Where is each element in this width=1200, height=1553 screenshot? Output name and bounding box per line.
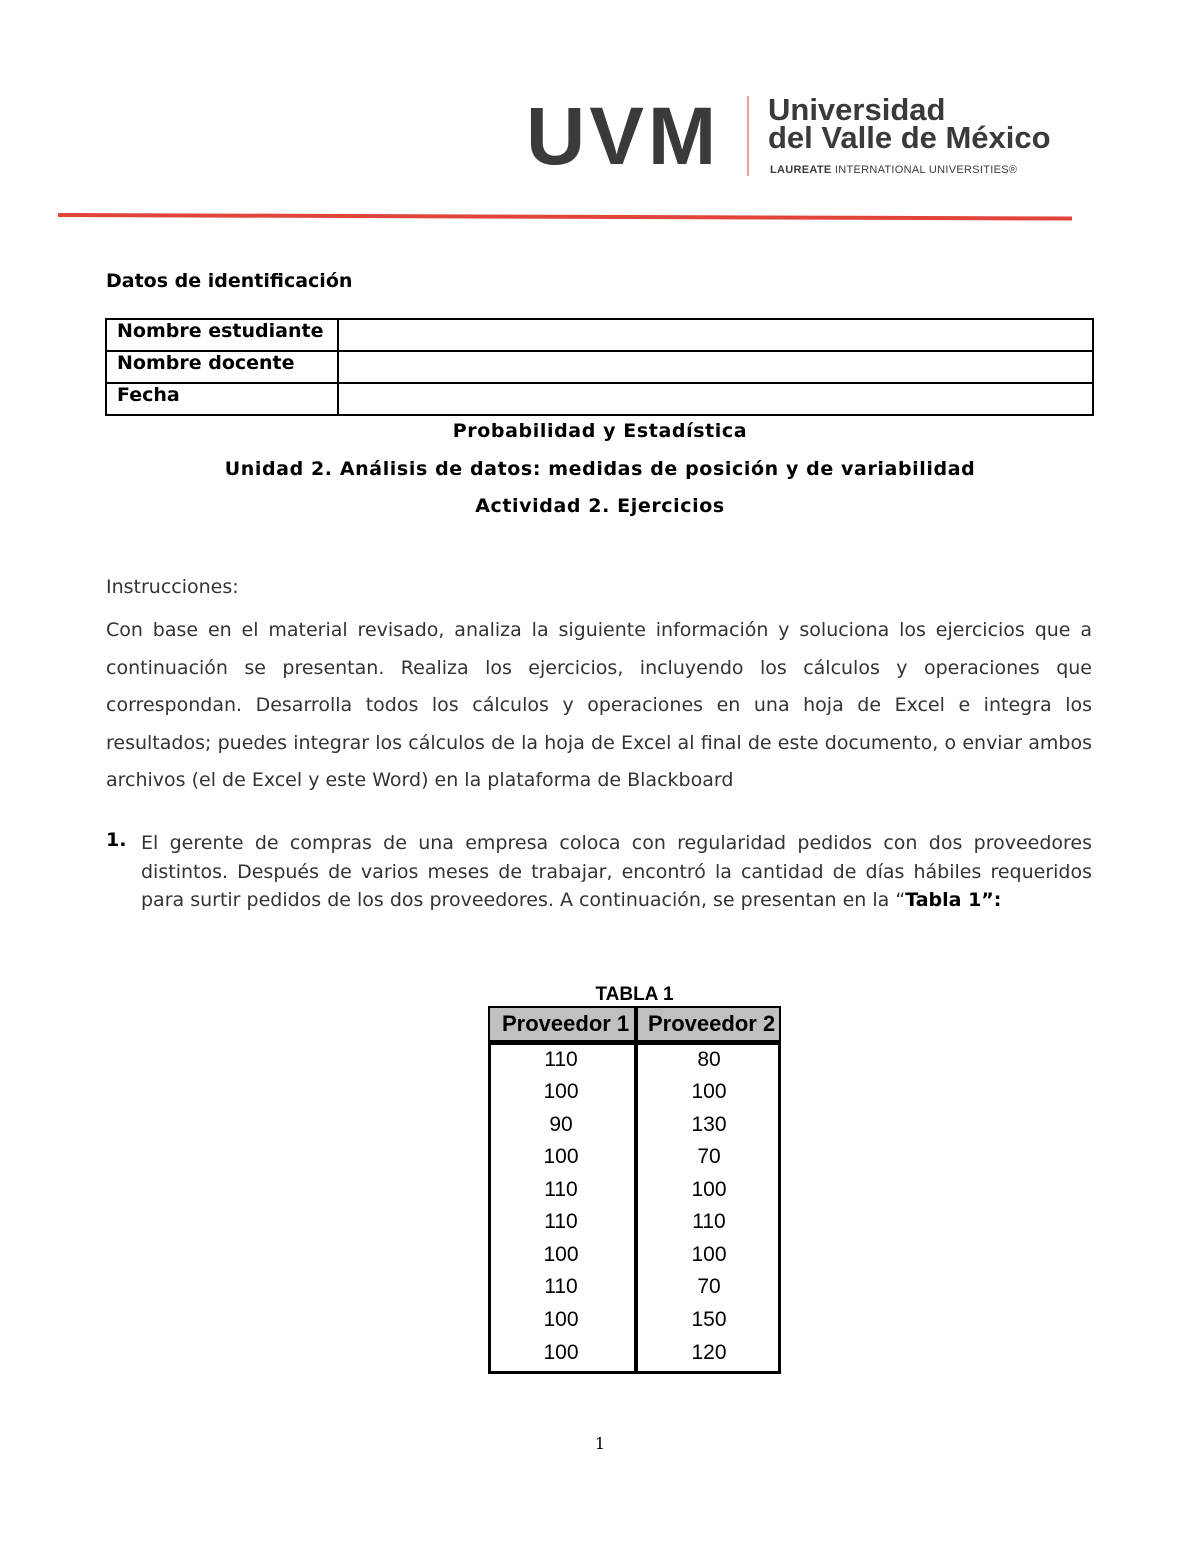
- table-row: [106, 383, 1093, 415]
- identification-table: [105, 318, 1094, 416]
- unit-title: Unidad 2. Análisis de datos: medidas de posición y de variabilidad: [224, 458, 976, 480]
- university-name-line1: Universidad: [768, 92, 946, 127]
- table-cell: 110: [544, 1210, 578, 1233]
- table-row: [106, 319, 1093, 351]
- university-logo: [520, 88, 1051, 188]
- header-proveedor-2: Proveedor 2: [648, 1011, 776, 1036]
- header-proveedor-1: Proveedor 1: [502, 1011, 630, 1036]
- table1: [488, 1006, 781, 1368]
- table-cell: 100: [691, 1243, 727, 1266]
- date-label: Fecha: [106, 383, 338, 415]
- instructions-label: Instrucciones:: [106, 576, 239, 598]
- teacher-name-field[interactable]: [338, 351, 1093, 383]
- table-cell: 130: [691, 1113, 727, 1136]
- table-reference: Tabla 1”:: [905, 889, 1002, 911]
- table-cell: 120: [691, 1341, 727, 1364]
- teacher-name-label: Nombre docente: [106, 351, 338, 383]
- subject-title: Probabilidad y Estadística: [452, 420, 748, 442]
- instructions-body: Con base en el material revisado, analiza la siguiente información y soluciona los ejercicios que a continuación se presentan. Realiza los ejercicios, incluyendo los cálculos y operaciones que correspondan. Desarrolla todos los cálculos y operaciones en una hoja de Excel e integra los resultados; puedes integrar los cálculos de la hoja de Excel al final de este documento, o enviar ambos archivos (el de Excel y este Word) en la plataforma de Blackboard: [106, 619, 1092, 791]
- page-number: 1: [594, 1434, 606, 1453]
- laureate-tagline: [770, 164, 1017, 176]
- table-cell: 70: [697, 1275, 721, 1298]
- table-cell: 70: [697, 1145, 721, 1168]
- student-name-label: Nombre estudiante: [106, 319, 338, 351]
- table-cell: 80: [697, 1048, 721, 1071]
- table-cell: 110: [544, 1275, 578, 1298]
- laureate-bold: LAUREATE: [770, 164, 832, 176]
- table-cell: 100: [543, 1145, 579, 1168]
- table-cell: 110: [544, 1048, 578, 1071]
- header-red-rule: [58, 213, 1072, 221]
- question-body-text: El gerente de compras de una empresa coloca con regularidad pedidos con dos proveedores distintos. Después de varios meses de trabajar, encontró la cantidad de días hábiles requeridos para surtir pedidos de los dos proveedores. A continuación, se presentan en la “: [141, 832, 1092, 911]
- activity-title: Actividad 2. Ejercicios: [475, 495, 725, 517]
- question-text: [141, 829, 1092, 915]
- identification-title: Datos de identificación: [106, 270, 353, 292]
- table-cell: 110: [692, 1210, 726, 1233]
- table-cell: 100: [543, 1341, 579, 1364]
- logo-divider: [747, 96, 749, 176]
- laureate-rest: INTERNATIONAL UNIVERSITIES®: [834, 164, 1018, 176]
- table-cell: 100: [691, 1080, 727, 1103]
- table1-title: TABLA 1: [595, 984, 674, 1005]
- university-name-line2: del Valle de México: [768, 120, 1051, 155]
- table-cell: 110: [544, 1178, 578, 1201]
- table-cell: 100: [543, 1308, 579, 1331]
- table-cell: 90: [549, 1113, 573, 1136]
- table-cell: 100: [543, 1243, 579, 1266]
- table-cell: 100: [543, 1080, 579, 1103]
- student-name-field[interactable]: [338, 319, 1093, 351]
- table-cell: 150: [691, 1308, 727, 1331]
- question-number: 1.: [106, 829, 127, 851]
- uvm-logo-mark: UVM: [526, 91, 721, 182]
- table-row: [106, 351, 1093, 383]
- table-cell: 100: [691, 1178, 727, 1201]
- date-field[interactable]: [338, 383, 1093, 415]
